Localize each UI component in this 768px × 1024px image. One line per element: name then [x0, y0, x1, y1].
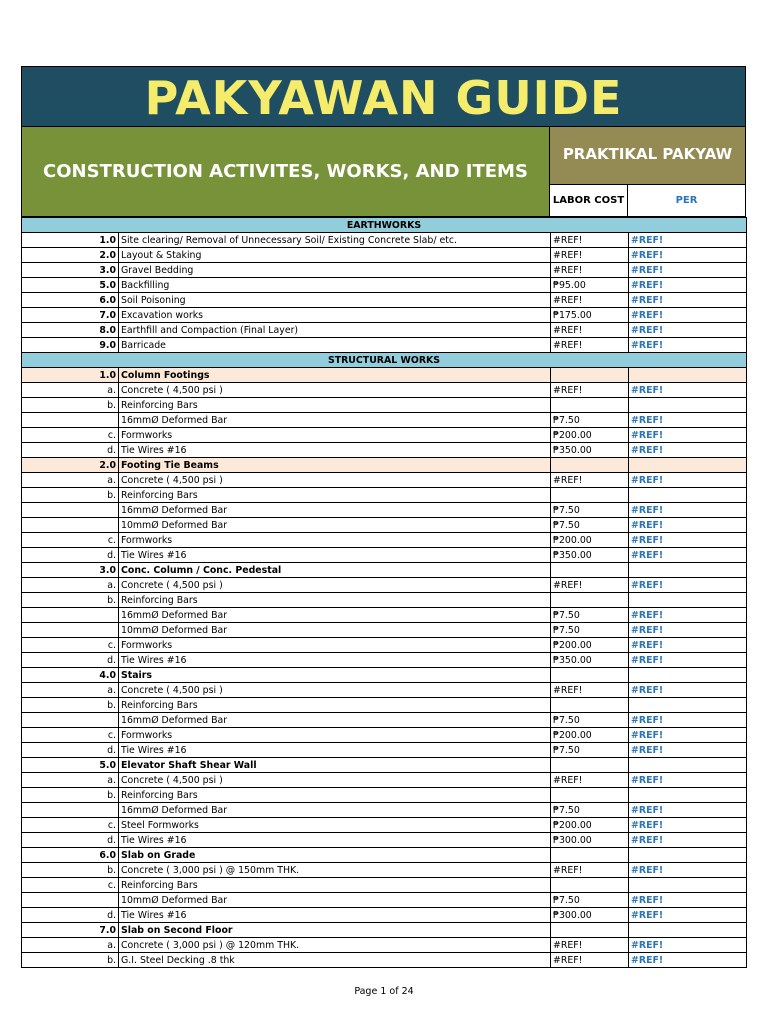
labor-cost-cell: ₱300.00: [551, 908, 629, 923]
per-cell: #REF!: [629, 653, 747, 668]
item-description: Concrete ( 3,000 psi ) @ 150mm THK.: [119, 863, 551, 878]
per-cell: [629, 758, 747, 773]
item-number: b.: [22, 698, 119, 713]
table-row: [22, 638, 747, 653]
table-row: [22, 953, 747, 968]
labor-cost-cell: [551, 593, 629, 608]
per-cell: #REF!: [629, 248, 747, 263]
item-description: 16mmØ Deformed Bar: [119, 803, 551, 818]
labor-cost-cell: [551, 923, 629, 938]
item-description: Reinforcing Bars: [119, 698, 551, 713]
per-cell: [629, 563, 747, 578]
item-description: Tie Wires #16: [119, 653, 551, 668]
item-description: Tie Wires #16: [119, 548, 551, 563]
item-number: 5.0: [22, 758, 119, 773]
labor-cost-cell: [551, 488, 629, 503]
per-cell: #REF!: [629, 863, 747, 878]
labor-cost-cell: #REF!: [551, 938, 629, 953]
labor-cost-header: LABOR COST: [550, 185, 628, 217]
group-header-row: [22, 458, 747, 473]
labor-cost-cell: ₱7.50: [551, 503, 629, 518]
item-description: 16mmØ Deformed Bar: [119, 503, 551, 518]
per-cell: #REF!: [629, 818, 747, 833]
item-number: [22, 623, 119, 638]
labor-cost-cell: ₱200.00: [551, 638, 629, 653]
table-row: [22, 278, 747, 293]
per-cell: #REF!: [629, 608, 747, 623]
group-header-row: [22, 368, 747, 383]
labor-cost-cell: ₱7.50: [551, 608, 629, 623]
item-description: 16mmØ Deformed Bar: [119, 413, 551, 428]
table-row: [22, 803, 747, 818]
item-number: [22, 893, 119, 908]
labor-cost-cell: #REF!: [551, 293, 629, 308]
item-description: Concrete ( 4,500 psi ): [119, 683, 551, 698]
item-number: c.: [22, 533, 119, 548]
item-number: d.: [22, 548, 119, 563]
per-cell: #REF!: [629, 518, 747, 533]
per-cell: #REF!: [629, 713, 747, 728]
table-row: [22, 503, 747, 518]
per-cell: #REF!: [629, 263, 747, 278]
item-description: Reinforcing Bars: [119, 593, 551, 608]
labor-cost-cell: #REF!: [551, 863, 629, 878]
table-row: [22, 848, 747, 863]
labor-cost-cell: #REF!: [551, 338, 629, 353]
per-cell: #REF!: [629, 293, 747, 308]
table-row: [22, 443, 747, 458]
per-cell: #REF!: [629, 773, 747, 788]
labor-cost-cell: ₱7.50: [551, 518, 629, 533]
table-row: [22, 308, 747, 323]
per-cell: #REF!: [629, 473, 747, 488]
item-number: d.: [22, 833, 119, 848]
per-cell: #REF!: [629, 503, 747, 518]
items-table-body: [22, 218, 747, 968]
item-description: Concrete ( 4,500 psi ): [119, 383, 551, 398]
table-row: [22, 548, 747, 563]
table-row: [22, 893, 747, 908]
item-description: Barricade: [119, 338, 551, 353]
labor-cost-cell: #REF!: [551, 953, 629, 968]
item-description: Tie Wires #16: [119, 833, 551, 848]
per-cell: #REF!: [629, 323, 747, 338]
labor-cost-cell: #REF!: [551, 683, 629, 698]
item-description: Slab on Second Floor: [119, 923, 551, 938]
item-number: a.: [22, 773, 119, 788]
labor-cost-cell: ₱7.50: [551, 413, 629, 428]
table-row: [22, 233, 747, 248]
item-description: Column Footings: [119, 368, 551, 383]
per-cell: [629, 458, 747, 473]
item-number: 6.0: [22, 293, 119, 308]
item-number: 7.0: [22, 308, 119, 323]
table-row: [22, 758, 747, 773]
per-cell: #REF!: [629, 548, 747, 563]
per-cell: #REF!: [629, 728, 747, 743]
per-header: PER: [628, 185, 746, 217]
item-description: Reinforcing Bars: [119, 488, 551, 503]
table-row: [22, 323, 747, 338]
item-description: Footing Tie Beams: [119, 458, 551, 473]
labor-cost-cell: [551, 758, 629, 773]
per-cell: #REF!: [629, 803, 747, 818]
per-cell: [629, 788, 747, 803]
item-description: Gravel Bedding: [119, 263, 551, 278]
item-description: Soil Poisoning: [119, 293, 551, 308]
per-cell: #REF!: [629, 893, 747, 908]
labor-cost-cell: #REF!: [551, 473, 629, 488]
table-row: [22, 833, 747, 848]
item-description: Formworks: [119, 638, 551, 653]
labor-cost-cell: [551, 398, 629, 413]
item-number: [22, 608, 119, 623]
labor-cost-cell: ₱200.00: [551, 533, 629, 548]
labor-cost-cell: [551, 458, 629, 473]
item-number: d.: [22, 908, 119, 923]
labor-cost-cell: ₱300.00: [551, 833, 629, 848]
labor-cost-cell: [551, 698, 629, 713]
cost-per-header: [550, 185, 746, 217]
per-cell: #REF!: [629, 938, 747, 953]
column-header: [21, 127, 746, 217]
items-table: [21, 217, 747, 968]
per-cell: #REF!: [629, 533, 747, 548]
item-description: Formworks: [119, 428, 551, 443]
item-description: Reinforcing Bars: [119, 398, 551, 413]
labor-cost-cell: ₱200.00: [551, 728, 629, 743]
item-number: b.: [22, 788, 119, 803]
labor-cost-cell: [551, 563, 629, 578]
page-title: PAKYAWAN GUIDE: [21, 66, 746, 127]
table-row: [22, 263, 747, 278]
item-number: c.: [22, 638, 119, 653]
labor-cost-cell: [551, 878, 629, 893]
labor-cost-cell: #REF!: [551, 263, 629, 278]
item-description: 10mmØ Deformed Bar: [119, 623, 551, 638]
item-description: Earthfill and Compaction (Final Layer): [119, 323, 551, 338]
per-cell: #REF!: [629, 308, 747, 323]
item-number: 6.0: [22, 848, 119, 863]
labor-cost-cell: #REF!: [551, 323, 629, 338]
per-cell: #REF!: [629, 743, 747, 758]
table-row: [22, 473, 747, 488]
labor-cost-cell: #REF!: [551, 773, 629, 788]
table-row: [22, 698, 747, 713]
per-cell: [629, 923, 747, 938]
labor-cost-cell: [551, 668, 629, 683]
item-number: b.: [22, 398, 119, 413]
item-description: Conc. Column / Conc. Pedestal: [119, 563, 551, 578]
item-number: d.: [22, 443, 119, 458]
table-row: [22, 608, 747, 623]
section-title: STRUCTURAL WORKS: [22, 353, 747, 368]
labor-cost-cell: ₱350.00: [551, 548, 629, 563]
page-footer: Page 1 of 24: [354, 986, 414, 997]
pakyawan-sheet: [21, 66, 746, 968]
item-number: [22, 503, 119, 518]
table-row: [22, 863, 747, 878]
labor-cost-cell: ₱7.50: [551, 743, 629, 758]
item-number: a.: [22, 473, 119, 488]
table-row: [22, 773, 747, 788]
item-description: Layout & Staking: [119, 248, 551, 263]
table-row: [22, 293, 747, 308]
per-cell: [629, 593, 747, 608]
item-description: Elevator Shaft Shear Wall: [119, 758, 551, 773]
table-row: [22, 488, 747, 503]
table-row: [22, 518, 747, 533]
labor-cost-cell: ₱7.50: [551, 893, 629, 908]
table-row: [22, 248, 747, 263]
activities-header: CONSTRUCTION ACTIVITES, WORKS, AND ITEMS: [21, 127, 550, 217]
item-description: Steel Formworks: [119, 818, 551, 833]
praktikal-pakyaw-label: PRAKTIKAL PAKYAW: [550, 127, 746, 185]
item-number: b.: [22, 593, 119, 608]
item-number: [22, 518, 119, 533]
table-row: [22, 818, 747, 833]
labor-cost-cell: ₱200.00: [551, 428, 629, 443]
item-description: Reinforcing Bars: [119, 788, 551, 803]
item-number: 3.0: [22, 263, 119, 278]
labor-cost-cell: #REF!: [551, 233, 629, 248]
labor-cost-cell: #REF!: [551, 578, 629, 593]
labor-cost-cell: ₱7.50: [551, 623, 629, 638]
item-number: 5.0: [22, 278, 119, 293]
item-description: Concrete ( 3,000 psi ) @ 120mm THK.: [119, 938, 551, 953]
table-row: [22, 668, 747, 683]
item-description: Tie Wires #16: [119, 908, 551, 923]
item-number: 9.0: [22, 338, 119, 353]
table-row: [22, 593, 747, 608]
per-cell: [629, 488, 747, 503]
per-cell: #REF!: [629, 578, 747, 593]
item-number: d.: [22, 743, 119, 758]
item-number: 3.0: [22, 563, 119, 578]
per-cell: #REF!: [629, 833, 747, 848]
table-row: [22, 398, 747, 413]
table-row: [22, 788, 747, 803]
item-number: 8.0: [22, 323, 119, 338]
item-description: Backfilling: [119, 278, 551, 293]
table-row: [22, 878, 747, 893]
table-row: [22, 683, 747, 698]
per-cell: #REF!: [629, 278, 747, 293]
table-row: [22, 578, 747, 593]
labor-cost-cell: ₱200.00: [551, 818, 629, 833]
item-number: 2.0: [22, 458, 119, 473]
section-header-row: [22, 353, 747, 368]
item-description: Site clearing/ Removal of Unnecessary Soil/ Existing Concrete Slab/ etc.: [119, 233, 551, 248]
item-number: a.: [22, 938, 119, 953]
item-description: Concrete ( 4,500 psi ): [119, 473, 551, 488]
table-row: [22, 908, 747, 923]
labor-cost-cell: ₱95.00: [551, 278, 629, 293]
labor-cost-cell: #REF!: [551, 383, 629, 398]
section-header-row: [22, 218, 747, 233]
item-number: 1.0: [22, 368, 119, 383]
item-number: 1.0: [22, 233, 119, 248]
per-cell: [629, 848, 747, 863]
item-number: b.: [22, 953, 119, 968]
per-cell: [629, 368, 747, 383]
item-description: Tie Wires #16: [119, 443, 551, 458]
item-description: Concrete ( 4,500 psi ): [119, 773, 551, 788]
per-cell: [629, 668, 747, 683]
table-row: [22, 938, 747, 953]
item-description: Formworks: [119, 533, 551, 548]
labor-cost-cell: ₱7.50: [551, 713, 629, 728]
per-cell: #REF!: [629, 413, 747, 428]
table-row: [22, 428, 747, 443]
table-row: [22, 338, 747, 353]
table-row: [22, 713, 747, 728]
table-row: [22, 743, 747, 758]
item-description: G.I. Steel Decking .8 thk: [119, 953, 551, 968]
item-number: a.: [22, 683, 119, 698]
item-number: 4.0: [22, 668, 119, 683]
table-row: [22, 728, 747, 743]
labor-cost-cell: [551, 368, 629, 383]
section-title: EARTHWORKS: [22, 218, 747, 233]
per-cell: #REF!: [629, 383, 747, 398]
item-number: c.: [22, 728, 119, 743]
item-description: Tie Wires #16: [119, 743, 551, 758]
table-row: [22, 923, 747, 938]
labor-cost-cell: ₱350.00: [551, 443, 629, 458]
item-description: 16mmØ Deformed Bar: [119, 713, 551, 728]
item-description: 16mmØ Deformed Bar: [119, 608, 551, 623]
per-cell: #REF!: [629, 233, 747, 248]
pakyaw-header: [550, 127, 746, 217]
item-description: Slab on Grade: [119, 848, 551, 863]
item-number: [22, 713, 119, 728]
item-description: Formworks: [119, 728, 551, 743]
item-number: c.: [22, 878, 119, 893]
item-number: 2.0: [22, 248, 119, 263]
labor-cost-cell: #REF!: [551, 248, 629, 263]
table-row: [22, 623, 747, 638]
item-number: d.: [22, 653, 119, 668]
per-cell: [629, 878, 747, 893]
item-number: b.: [22, 863, 119, 878]
item-description: Concrete ( 4,500 psi ): [119, 578, 551, 593]
table-row: [22, 563, 747, 578]
item-number: [22, 413, 119, 428]
item-description: Stairs: [119, 668, 551, 683]
per-cell: #REF!: [629, 428, 747, 443]
item-description: 10mmØ Deformed Bar: [119, 518, 551, 533]
per-cell: #REF!: [629, 638, 747, 653]
per-cell: [629, 698, 747, 713]
item-description: Excavation works: [119, 308, 551, 323]
per-cell: #REF!: [629, 953, 747, 968]
item-number: 7.0: [22, 923, 119, 938]
labor-cost-cell: ₱7.50: [551, 803, 629, 818]
per-cell: #REF!: [629, 683, 747, 698]
item-number: b.: [22, 488, 119, 503]
labor-cost-cell: [551, 788, 629, 803]
per-cell: #REF!: [629, 443, 747, 458]
item-number: c.: [22, 818, 119, 833]
item-number: a.: [22, 578, 119, 593]
per-cell: #REF!: [629, 623, 747, 638]
table-row: [22, 413, 747, 428]
table-row: [22, 533, 747, 548]
item-number: a.: [22, 383, 119, 398]
per-cell: #REF!: [629, 908, 747, 923]
per-cell: [629, 398, 747, 413]
item-number: c.: [22, 428, 119, 443]
table-row: [22, 383, 747, 398]
labor-cost-cell: [551, 848, 629, 863]
table-row: [22, 653, 747, 668]
item-number: [22, 803, 119, 818]
item-description: 10mmØ Deformed Bar: [119, 893, 551, 908]
labor-cost-cell: ₱350.00: [551, 653, 629, 668]
labor-cost-cell: ₱175.00: [551, 308, 629, 323]
item-description: Reinforcing Bars: [119, 878, 551, 893]
per-cell: #REF!: [629, 338, 747, 353]
